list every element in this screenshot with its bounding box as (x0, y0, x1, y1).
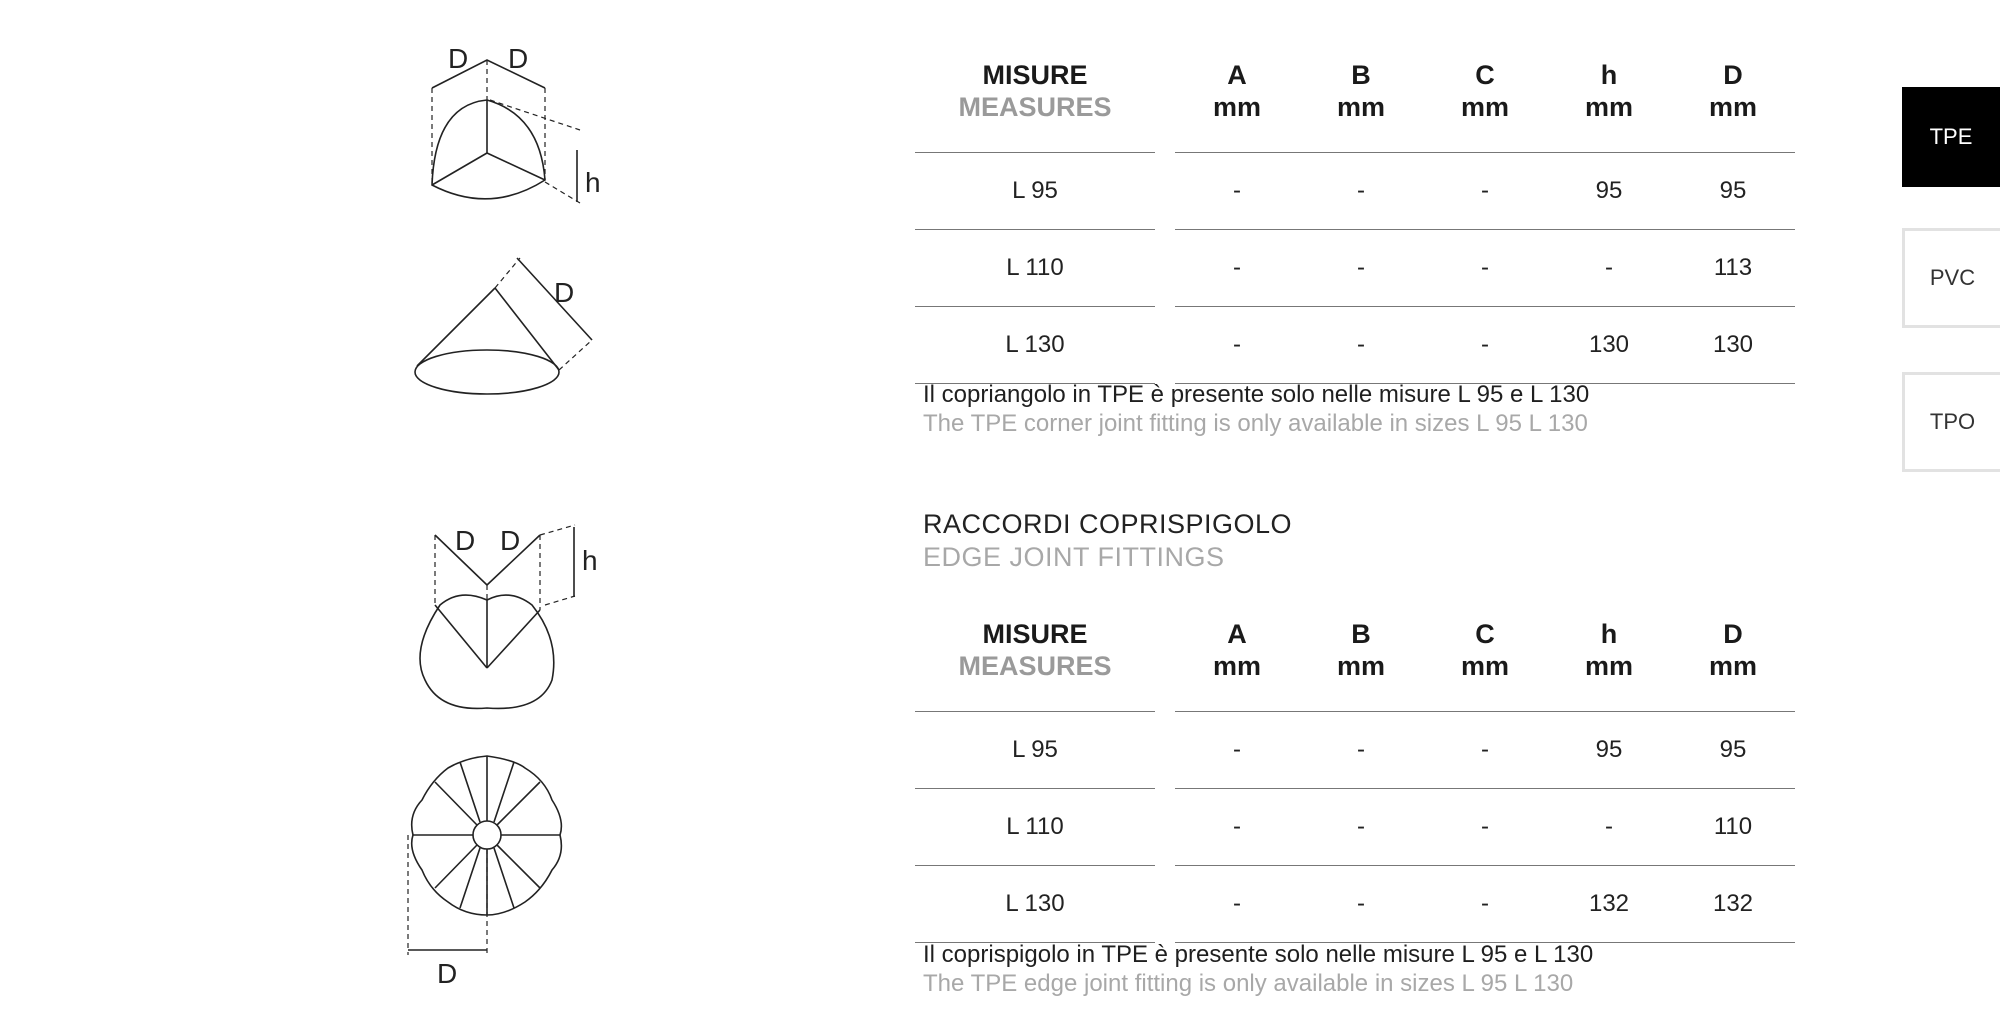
row-size: L 130 (1005, 890, 1065, 917)
corner-fitting-top-view (432, 43, 601, 203)
cell-h: 95 (1595, 736, 1623, 763)
label-d: D (554, 277, 575, 308)
tab-pvc[interactable]: PVC (1902, 228, 2000, 328)
edge-fitting-note (923, 940, 1593, 998)
label-d: D (508, 43, 529, 74)
label-h: h (585, 167, 601, 198)
cell-b: - (1357, 177, 1365, 204)
corner-fitting-note (923, 380, 1589, 438)
corner-fitting-table (915, 30, 1795, 384)
cell-h: - (1605, 254, 1613, 281)
section-title-it: RACCORDI COPRISPIGOLO (923, 509, 1293, 539)
cell-b: - (1357, 813, 1365, 840)
cell-h: 132 (1588, 890, 1630, 917)
edge-fitting-top-view (420, 525, 598, 708)
label-h: h (582, 545, 598, 576)
row-size: L 110 (1006, 813, 1064, 840)
measures-label-en: MEASURES (958, 651, 1112, 681)
cell-a: - (1233, 331, 1241, 358)
section-title-en: EDGE JOINT FITTINGS (923, 542, 1225, 572)
fitting-diagrams (380, 0, 680, 1025)
edge-fitting-front-view (408, 756, 561, 989)
cell-a: - (1233, 254, 1241, 281)
label-d: D (500, 525, 521, 556)
measures-label-it: MISURE (982, 60, 1088, 90)
measures-header (915, 30, 1155, 152)
row-size: L 95 (1012, 736, 1058, 763)
cell-c: - (1481, 331, 1489, 358)
column-header-b: B mm (1336, 619, 1385, 681)
cell-d: 113 (1713, 254, 1753, 281)
corner-fitting-side-view (415, 258, 592, 394)
cell-h: 130 (1588, 331, 1630, 358)
cell-b: - (1357, 254, 1365, 281)
note-it: Il copriangolo in TPE è presente solo nelle misure L 95 e L 130 (923, 381, 1590, 408)
column-header-c: C mm (1460, 60, 1509, 122)
cell-b: - (1357, 890, 1365, 917)
cell-b: - (1357, 736, 1365, 763)
label-d: D (455, 525, 476, 556)
cell-d: 130 (1712, 331, 1754, 358)
cell-a: - (1233, 736, 1241, 763)
column-header-d: D mm (1708, 619, 1757, 681)
label-d: D (448, 43, 469, 74)
tab-tpe[interactable]: TPE (1902, 87, 2000, 187)
note-en: The TPE edge joint fitting is only available in sizes L 95 L 130 (923, 970, 1574, 997)
note-it: Il coprispigolo in TPE è presente solo nelle misure L 95 e L 130 (923, 941, 1594, 968)
tab-tpo[interactable]: TPO (1902, 372, 2000, 472)
cell-h: - (1605, 813, 1613, 840)
column-header-b: B mm (1336, 60, 1385, 122)
cell-h: 95 (1595, 177, 1623, 204)
technical-drawings (380, 0, 680, 1025)
cell-c: - (1481, 736, 1489, 763)
measures-header (915, 589, 1155, 711)
cell-a: - (1233, 177, 1241, 204)
cell-c: - (1481, 254, 1489, 281)
column-header-h: h mm (1584, 619, 1633, 681)
cell-c: - (1481, 813, 1489, 840)
label-d: D (437, 958, 458, 989)
cell-d: 110 (1713, 813, 1753, 840)
cell-a: - (1233, 813, 1241, 840)
section-title (923, 508, 1292, 574)
cell-b: - (1357, 331, 1365, 358)
measures-label-en: MEASURES (958, 92, 1112, 122)
edge-fitting-table (915, 589, 1795, 943)
row-size: L 130 (1005, 331, 1065, 358)
measures-label-it: MISURE (982, 619, 1088, 649)
column-header-d: D mm (1708, 60, 1757, 122)
row-size: L 95 (1012, 177, 1058, 204)
column-header-h: h mm (1584, 60, 1633, 122)
cell-d: 132 (1712, 890, 1754, 917)
column-header-a: A mm (1212, 619, 1261, 681)
cell-c: - (1481, 177, 1489, 204)
cell-c: - (1481, 890, 1489, 917)
column-header-a: A mm (1212, 60, 1261, 122)
cell-d: 95 (1719, 177, 1747, 204)
cell-a: - (1233, 890, 1241, 917)
row-size: L 110 (1006, 254, 1064, 281)
note-en: The TPE corner joint fitting is only available in sizes L 95 L 130 (923, 410, 1588, 437)
column-header-c: C mm (1460, 619, 1509, 681)
cell-d: 95 (1719, 736, 1747, 763)
